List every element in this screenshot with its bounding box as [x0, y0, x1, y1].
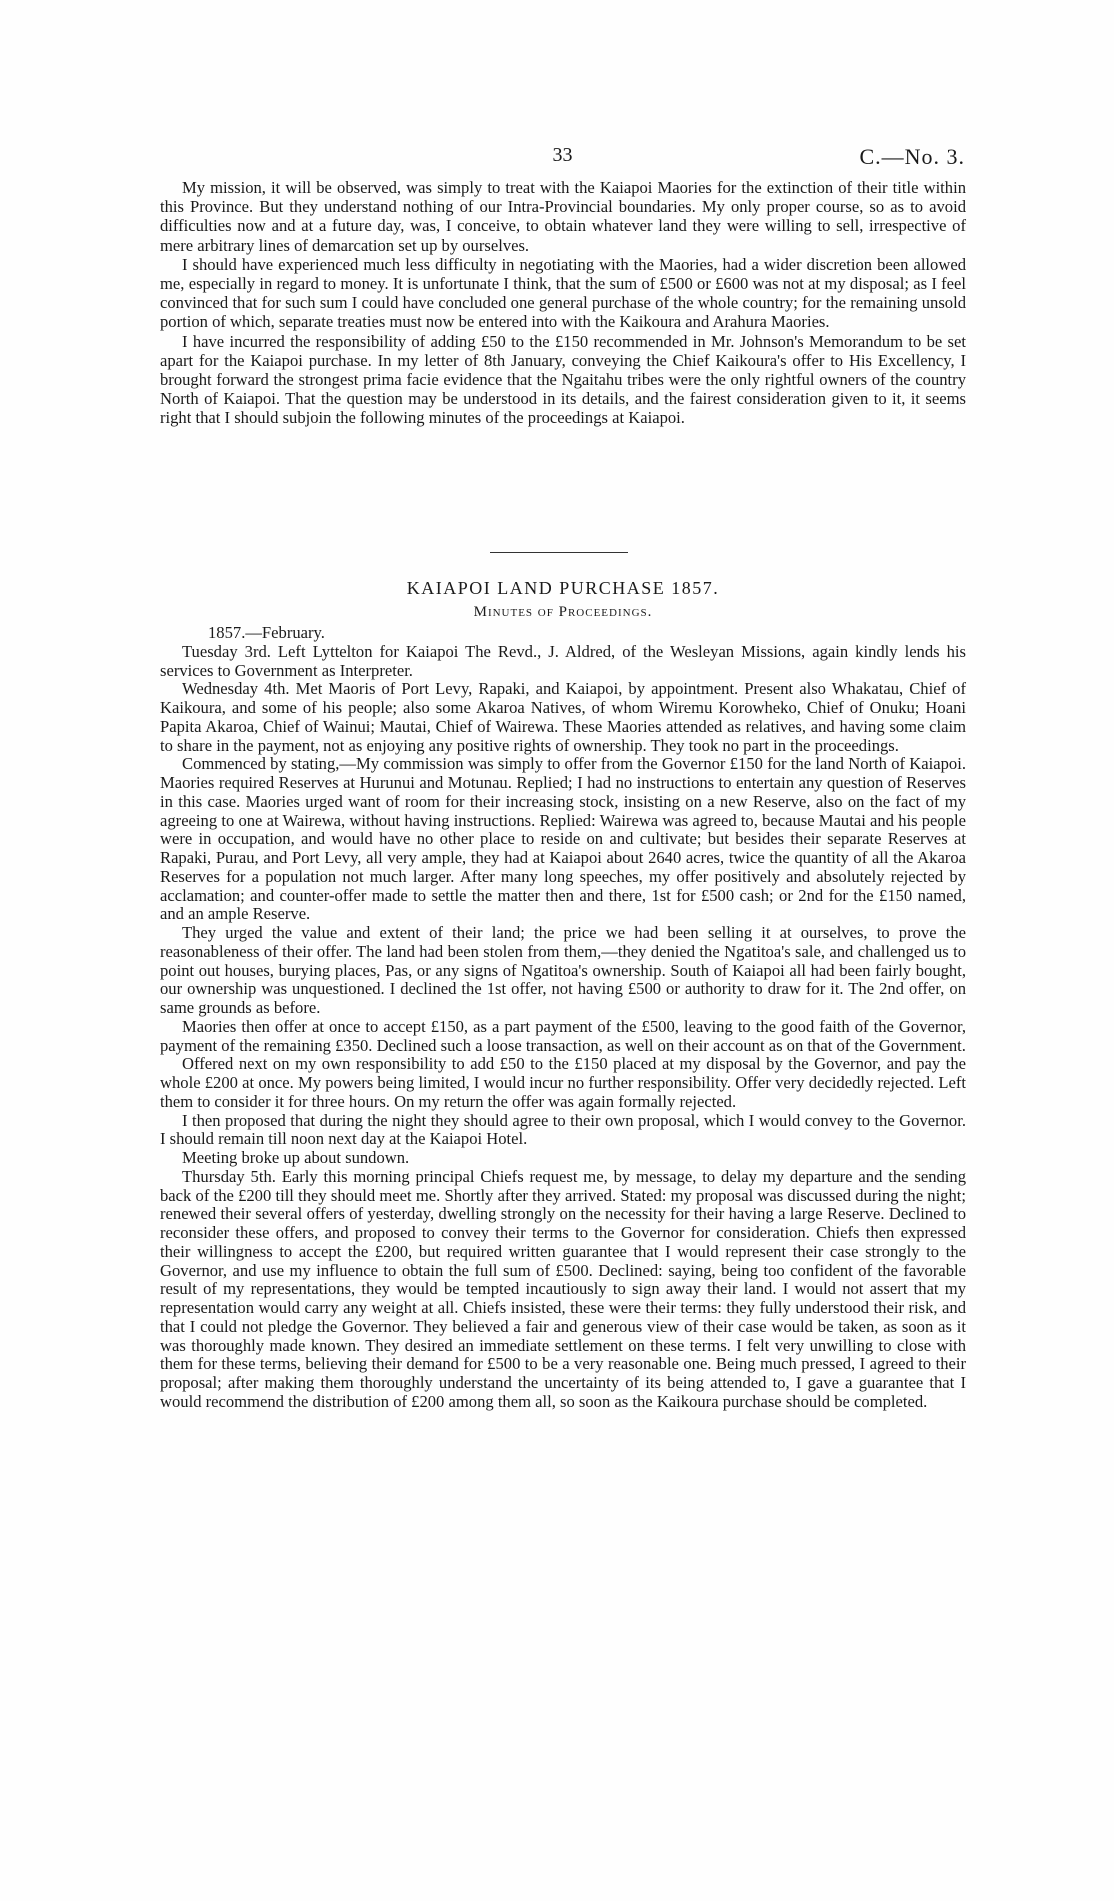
- minutes-entry: Meeting broke up about sundown.: [182, 1148, 410, 1167]
- minutes-of-proceedings: [160, 624, 966, 1412]
- minutes-entry: Thursday 5th. Early this morning principal Chiefs request me, by message, to delay my departure and the sending back of the £200 till they should meet me. Shortly after they arrived. Stated: my proposal was discussed during the night; renewed their several offers of yesterday, dwelling strongly on the necessity for their having a large Reserve. Declined to reconsider these offers, and proposed to convey their terms to the Governor for consideration. Chiefs then expressed their willingness to accept the £200, but required written guarantee that I would represent their case strongly to the Governor, and use my influence to obtain the full sum of £500. Declined: saying, being too confident of the favorable result of my representations, they would be tempted incautiously to sign away their land. I would not assert that my representation would carry any weight at all. Chiefs insisted, these were their terms: they fully understood their risk, and that I could not pledge the Governor. They believed a fair and generous view of their case would be taken, as soon as it was thoroughly made known. They desired an immediate settlement on these terms. I felt very unwilling to close with them for these terms, believing their demand for £500 to be a very reasonable one. Being much pressed, I agreed to their proposal; after making them thoroughly understand the uncertainty of its being attended to, I gave a guarantee that I would recommend the distribution of £200 among them all, so soon as the Kaikoura purchase should be completed.: [160, 1166, 966, 1411]
- paragraph: I should have experienced much less difficulty in negotiating with the Maories, had a wider discretion been allowed me, especially in regard to money. It is unfortunate I think, that the sum of £500 or £600 was not at my disposal; as I feel convinced that for such sum I could have concluded one general purchase of the whole country; for the remaining unsold portion of which, separate treaties must now be entered into with the Kaikoura and Arahura Maories.: [160, 254, 966, 332]
- page-number: 33: [552, 144, 573, 166]
- minutes-entry: Offered next on my own responsibility to add £50 to the £150 placed at my disposal by the Governor, and pay the whole £200 at once. My powers being limited, I would incur no further responsibility. Offer very decidedly rejected. Left them to consider it for three hours. On my return the offer was again formally rejected.: [160, 1054, 966, 1111]
- document-reference: C.—No. 3.: [859, 144, 965, 169]
- minutes-entry: I then proposed that during the night they should agree to their own proposal, which I would convey to the Governor. I should remain till noon next day at the Kaiapoi Hotel.: [160, 1110, 966, 1149]
- minutes-entry: Maories then offer at once to accept £150, as a part payment of the £500, leaving to the good faith of the Governor, payment of the remaining £350. Declined such a loose transaction, as well on their account as on that of the Government.: [160, 1016, 966, 1055]
- intro-text: [160, 178, 966, 428]
- minutes-entry: Commenced by stating,—My commission was simply to offer from the Governor £150 for the land North of Kaiapoi. Maories required Reserves at Hurunui and Motunau. Replied; I had no instructions to entertain any question of Reserves in this case. Maories urged want of room for their increasing stock, insisting on a new Reserve, also on the fact of my agreeing to one at Wairewa, without having instructions. Replied: Wairewa was agreed to, because Mautai and his people were in occupation, and would have no other place to reside on and cultivate; but besides their separate Reserves at Rapaki, Purau, and Port Levy, all very ample, they had at Kaiapoi about 2640 acres, twice the quantity of all the Akaroa Reserves for a population not much larger. After many long speeches, my offer positively and absolutely rejected by acclamation; and counter-offer made to settle the matter then and there, 1st for £500 cash; or 2nd for the £150 named, and an ample Reserve.: [160, 754, 966, 924]
- section-subtitle: Minutes of Proceedings.: [473, 604, 653, 620]
- page-header: [160, 144, 965, 174]
- minutes-entry: They urged the value and extent of their land; the price we had been selling it at ourselves, to prove the reasonableness of their offer. The land had been stolen from them,—they denied the Ngatitoa's sale, and challenged us to point out houses, burying places, Pas, or any signs of Ngatitoa's ownership. South of Kaiapoi all had been fairly bought, our ownership was unquestioned. I declined the 1st offer, not having £500 or authority to draw for it. The 2nd offer, on same grounds as before.: [160, 923, 966, 1017]
- paragraph: I have incurred the responsibility of adding £50 to the £150 recommended in Mr. Johnson's Memorandum to be set apart for the Kaiapoi purchase. In my letter of 8th January, conveying the Chief Kaikoura's offer to His Excellency, I brought forward the strongest prima facie evidence that the Ngaitahu tribes were the only rightful owners of the country North of Kaiapoi. That the question may be understood in its details, and the fairest consideration given to it, it seems right that I should subjoin the following minutes of the proceedings at Kaiapoi.: [160, 331, 966, 428]
- section-divider: [490, 552, 628, 553]
- paragraph: My mission, it will be observed, was simply to treat with the Kaiapoi Maories for the extinction of their title within this Province. But they understand nothing of our Intra-Provincial boundaries. My only proper course, so as to avoid difficulties now and at a future day, was, I conceive, to obtain whatever land they were willing to sell, irrespective of mere arbitrary lines of demarcation set up by ourselves.: [160, 178, 966, 255]
- minutes-entry: Wednesday 4th. Met Maoris of Port Levy, Rapaki, and Kaiapoi, by appointment. Present also Whakatau, Chief of Kaikoura, and some of his people; also some Akaroa Natives, of whom Wiremu Korowheko, Chief of Onuku; Hoani Papita Akaroa, Chief of Wainui; Mautai, Chief of Wairewa. These Maories attended as relatives, and having some claim to share in the payment, not as enjoying any positive rights of ownership. They took no part in the proceedings.: [160, 679, 966, 755]
- minutes-entry: Tuesday 3rd. Left Lyttelton for Kaiapoi The Revd., J. Aldred, of the Wesleyan Missions, again kindly lends his services to Government as Interpreter.: [160, 641, 966, 680]
- minutes-date-line: 1857.—February.: [208, 623, 325, 642]
- section-title: KAIAPOI LAND PURCHASE 1857.: [406, 578, 720, 598]
